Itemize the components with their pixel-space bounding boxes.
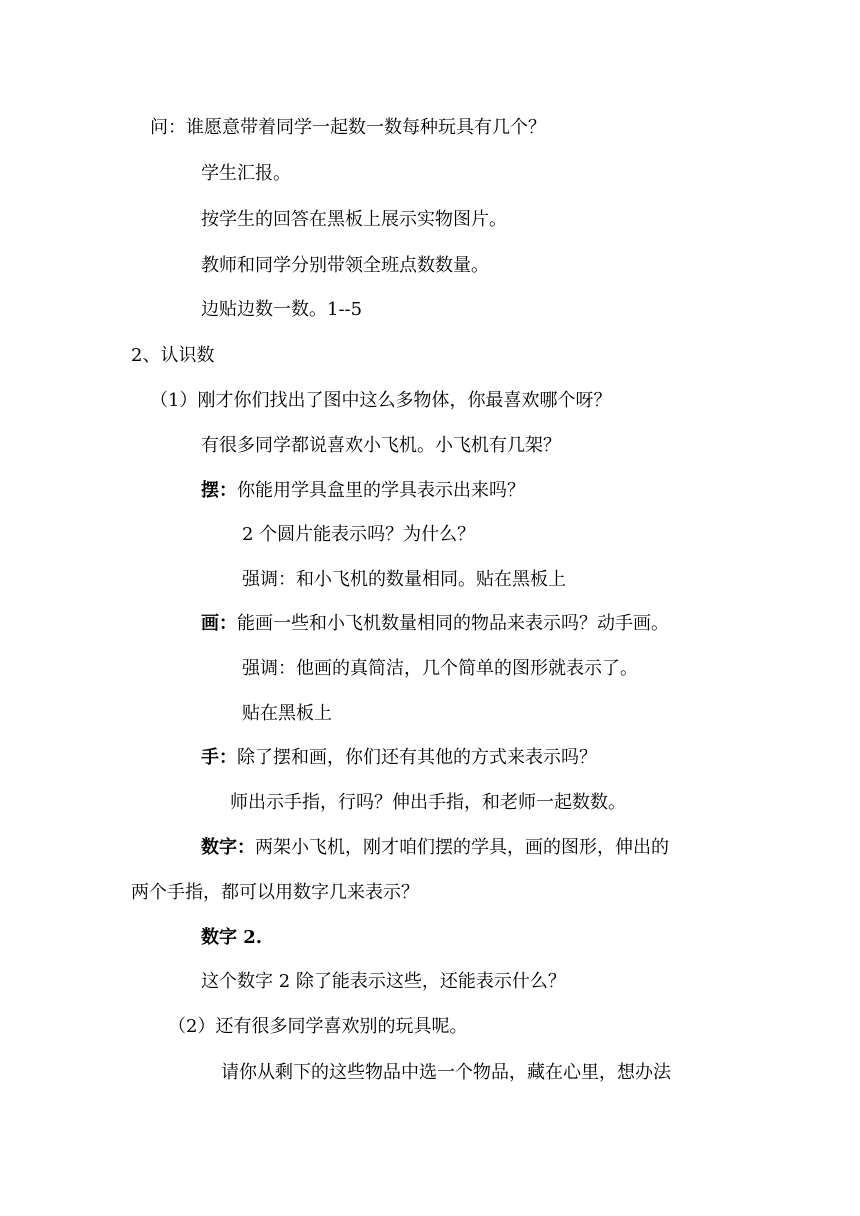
airplane-question-line: 有很多同学都说喜欢小飞机。小飞机有几架？: [201, 435, 561, 456]
select-item-line: 请你从剩下的这些物品中选一个物品，藏在心里，想办法: [221, 1062, 671, 1083]
number-meaning-line: 这个数字 2 除了能表示这些，还能表示什么？: [201, 971, 566, 992]
paste-board-line: 贴在黑板上: [242, 703, 332, 724]
hand-text: 除了摆和画，你们还有其他的方式来表示吗？: [237, 747, 597, 768]
arrange-label: 摆：: [201, 480, 237, 501]
number-continuation-line: 两个手指，都可以用数字几来表示？: [131, 882, 419, 903]
hand-line: [201, 746, 597, 770]
show-pictures-line: 按学生的回答在黑板上展示实物图片。: [201, 209, 507, 230]
student-report-line: 学生汇报。: [201, 163, 291, 184]
number-text: 两架小飞机，刚才咱们摆的学具，画的图形，伸出的: [255, 837, 669, 858]
question-line: 问：谁愿意带着同学一起数一数每种玩具有几个？: [150, 117, 546, 138]
subsection-2-line: （2）还有很多同学喜欢别的玩具呢。: [168, 1016, 468, 1037]
emphasis-line-1: 强调：和小飞机的数量相同。贴在黑板上: [242, 569, 566, 590]
count-quantity-line: 教师和同学分别带领全班点数数量。: [201, 255, 489, 276]
hand-label: 手：: [201, 747, 237, 768]
emphasis-line-2: 强调：他画的真简洁，几个简单的图形就表示了。: [242, 658, 638, 679]
number-line: [201, 836, 669, 860]
finger-count-line: 师出示手指，行吗？伸出手指，和老师一起数数。: [230, 792, 626, 813]
draw-text: 能画一些和小飞机数量相同的物品来表示吗？动手画。: [237, 613, 669, 634]
number-label: 数字：: [201, 837, 255, 858]
arrange-line: [201, 479, 525, 503]
number-two-line: 数字 2.: [201, 927, 263, 948]
draw-label: 画：: [201, 613, 237, 634]
section-heading: 2、认识数: [131, 345, 215, 366]
subsection-1-line: （1）刚才你们找出了图中这么多物体，你最喜欢哪个呀？: [150, 390, 612, 411]
draw-line: [201, 612, 669, 636]
paste-count-line: 边贴边数一数。1--5: [201, 299, 363, 320]
discs-question-line: 2 个圆片能表示吗？为什么？: [242, 524, 476, 545]
arrange-text: 你能用学具盒里的学具表示出来吗？: [237, 480, 525, 501]
